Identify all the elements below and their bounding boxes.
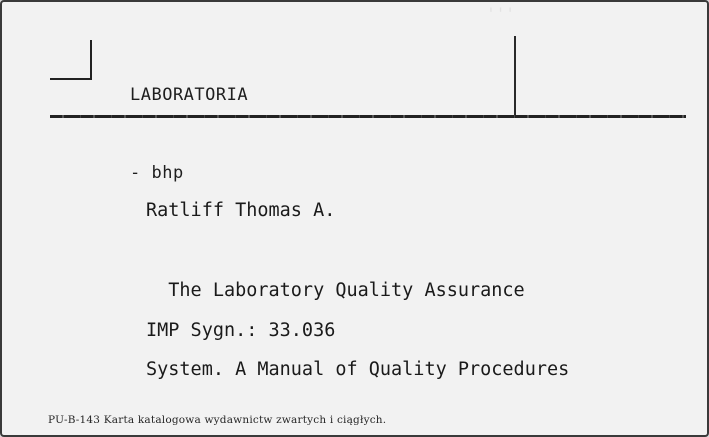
subject-heading-sub: - bhp [130,163,184,183]
subject-heading-main: LABORATORIA [130,85,249,105]
show-through-text: ''' [332,4,535,23]
entry-title-line: The Laboratory Quality Assurance [146,279,525,301]
corner-mark-horizontal [50,78,92,80]
entry-author: Ratliff Thomas A. [146,200,336,221]
vertical-divider [514,36,516,116]
entry-title-line: System. A Manual of Quality Procedures [146,359,570,380]
corner-mark-vertical [90,40,92,80]
footer-form-line: PU-B-143 Karta katalogowa wydawnictw zwartych i ciągłych. [48,414,387,426]
printed-footer [48,390,386,437]
call-number: IMP Sygn.: 33.036 [146,320,336,341]
horizontal-rule [50,115,686,118]
